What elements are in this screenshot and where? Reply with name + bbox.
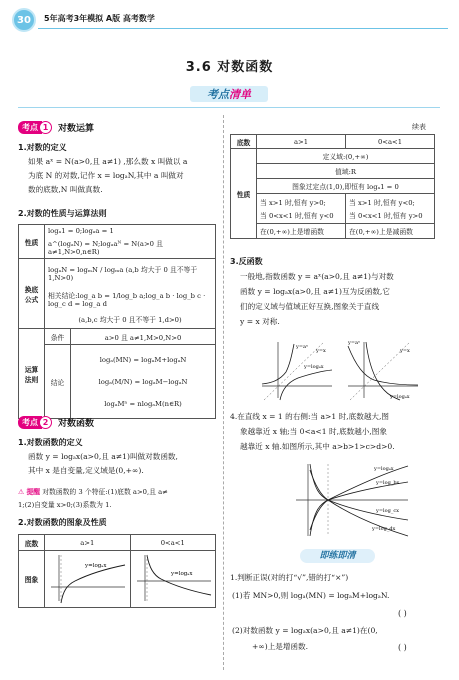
row-label-change-of-base: 换底公式: [19, 259, 45, 329]
paragraph-line: 如果 aˣ = N(a>0,且 a≠1) ,那么数 x 叫做以 a: [28, 157, 188, 166]
page-header: [0, 0, 459, 36]
condition-label: 条件: [45, 329, 71, 345]
practice-banner: 即练即清: [300, 549, 375, 563]
answer-paren[interactable]: ( ): [398, 609, 407, 618]
continued-label: 续表: [412, 123, 426, 131]
paragraph-line: 象越靠近 x 轴;当 0<a<1 时,底数越小,图象: [240, 427, 387, 436]
conclusion-label: 结论: [45, 345, 71, 419]
graph-label: y=logₐx: [170, 571, 193, 577]
sign-cell-a: [257, 194, 346, 224]
graph-label: y=log_dx: [372, 526, 396, 532]
answer-paren[interactable]: ( ): [398, 643, 407, 652]
banner-text-a: 考点: [207, 88, 229, 101]
change-of-base-conclusion: 相关结论:log_a b = 1/log_b a;log_a b · log_b c · log_c d = log_a d: [48, 291, 206, 308]
log-graph-decreasing: [131, 551, 215, 605]
book-title: 5年高考3年模拟 A版 高考数学: [44, 14, 155, 23]
domain-cell: 定义域:(0,+∞): [257, 149, 435, 164]
graph-label: y=log_bx: [376, 480, 400, 486]
section-title: 3.6 对数函数: [185, 60, 274, 75]
kaodian-banner: [190, 86, 268, 102]
paragraph-line: 函数 y = logₐx(a>0,且 a≠1)叫做对数函数,: [28, 452, 178, 461]
question-2: (2)对数函数 y = logₐx(a>0,且 a≠1)在(0,: [232, 626, 378, 635]
kaodian-number: 2: [39, 416, 52, 429]
heading-log-definition: 1.对数的定义: [18, 143, 67, 152]
paragraph-line: 为底 N 的对数,记作 x = logₐN,其中 a 叫做对: [28, 171, 184, 180]
kaodian-2-header: [18, 416, 94, 429]
graph-label: y=x: [316, 348, 326, 354]
kaodian-title: 对数运算: [58, 124, 95, 134]
graph-label: y=logₐx: [374, 466, 394, 472]
graph-label: y=logₐx: [390, 394, 410, 400]
column-divider: [223, 115, 224, 670]
log-properties-table: [18, 224, 216, 419]
paragraph-line: 其中 x 是自变量,定义域是(0,+∞).: [28, 466, 144, 475]
row-label-properties: 性质: [231, 149, 257, 239]
header-a-lt-1: 0<a<1: [346, 135, 435, 149]
header-base: 底数: [231, 135, 257, 149]
warning-icon-label: ⚠ 提醒: [18, 488, 41, 496]
kaodian-tag: 考点: [18, 416, 42, 429]
row-label-graph: 图象: [19, 551, 45, 608]
heading-log-properties: 2.对数的性质与运算法则: [18, 209, 107, 218]
graph-label: y=aˣ: [348, 340, 361, 346]
graph-label: y=log_cx: [376, 508, 399, 514]
header-a-gt-1: a>1: [45, 535, 131, 551]
tip-line: [18, 486, 168, 498]
sign-line: 当 0<x<1 时,恒有 y>0: [349, 212, 423, 220]
paragraph-line: y = x 对称.: [240, 317, 280, 326]
sign-line: 当 0<x<1 时,恒有 y<0: [260, 212, 334, 220]
graph-label: y=logₐx: [85, 563, 107, 569]
inverse-graph-decreasing: [344, 338, 422, 402]
header-a-lt-1: 0<a<1: [130, 535, 216, 551]
kaodian-title: 对数函数: [58, 419, 95, 429]
range-cell: 值域:R: [257, 164, 435, 179]
log-graph-increasing: [45, 551, 129, 605]
question-1: (1)若 MN>0,则 logₐ(MN) = logₐM+logₐN.: [232, 591, 390, 600]
row-label-properties: 性质: [19, 225, 45, 259]
paragraph-line: 数的底数,N 叫做真数.: [28, 185, 103, 194]
change-of-base-cell: [45, 259, 216, 329]
graph-label: y=aˣ: [296, 344, 309, 350]
conclusion-cell: [71, 345, 216, 419]
kaodian-number: 1: [39, 121, 52, 134]
base-comparison-graph: [292, 460, 412, 540]
heading-log-function-definition: 1.对数函数的定义: [18, 438, 83, 447]
header-base: 底数: [19, 535, 45, 551]
tip-text: 对数函数的 3 个特征:(1)底数 a>0,且 a≠: [42, 488, 168, 496]
properties-cell: [45, 225, 216, 259]
paragraph-line: 越靠近 x 轴.如图所示,其中 a>b>1>c>d>0.: [240, 442, 395, 451]
sign-line: 当 x>1 时,恒有 y>0;: [260, 199, 326, 207]
paragraph-line: 函数 y = logₐx(a>0,且 a≠1)互为反函数,它: [240, 287, 390, 296]
change-of-base-formula: logₐN = logₘN / logₘa (a,b 均大于 0 且不等于 1,N>0): [48, 265, 198, 282]
kaodian-1-header: [18, 121, 94, 134]
paragraph-line: 们的定义域与值域正好互换,图象关于直线: [240, 302, 380, 311]
paragraph-line: 4.在直线 x = 1 的右侧:当 a>1 时,底数越大,图: [230, 412, 390, 421]
monotonic-cell-a: 在(0,+∞)上是增函数: [257, 224, 346, 239]
change-of-base-condition: (a,b,c 均大于 0 且不等于 1,d>0): [78, 315, 182, 324]
properties-line: a^(logₐN) = N;logₐaᴺ = N(a>0 且 a≠1,N>0,n∈R): [48, 240, 163, 256]
header-a-gt-1: a>1: [257, 135, 346, 149]
graph-cell-decreasing: [130, 551, 216, 608]
sign-cell-b: [346, 194, 435, 224]
condition-value: a>0 且 a≠1,M>0,N>0: [71, 329, 216, 345]
properties-table-continued: [230, 134, 435, 239]
graph-label: y=logₐx: [304, 364, 324, 370]
question-title: 1.判断正误(对的打“√”,错的打“×”): [230, 573, 349, 582]
graph-label: y=x: [400, 348, 410, 354]
banner-text-b: 清单: [229, 88, 251, 101]
header-rule: [38, 28, 448, 29]
page-number-badge: 30: [12, 8, 36, 32]
paragraph-line: 一般地,指数函数 y = aˣ(a>0,且 a≠1)与对数: [240, 272, 394, 281]
rule-formula: logₐ(MN) = logₐM+logₐN: [99, 355, 187, 364]
properties-line: logₐ1 = 0;logₐa = 1: [48, 227, 114, 235]
banner-rule: [18, 107, 440, 108]
monotonic-cell-b: 在(0,+∞)上是减函数: [346, 224, 435, 239]
tip-text: 1;(2)自变量 x>0;(3)系数为 1.: [18, 501, 112, 509]
rule-formula: logₐMⁿ = nlogₐM(n∈R): [104, 399, 182, 408]
heading-graph-properties: 2.对数函数的图象及性质: [18, 518, 107, 527]
sign-line: 当 x>1 时,恒有 y<0;: [349, 199, 415, 207]
row-label-rules: 运算法则: [19, 329, 45, 419]
kaodian-tag: 考点: [18, 121, 42, 134]
graph-table: [18, 534, 216, 608]
heading-inverse-function: 3.反函数: [230, 257, 263, 266]
rule-formula: logₐ(M/N) = logₐM−logₐN: [98, 377, 188, 386]
graph-cell-increasing: [45, 551, 131, 608]
fixed-point-cell: 图象过定点(1,0),即恒有 logₐ1 = 0: [257, 179, 435, 194]
inverse-graph-increasing: [258, 338, 336, 402]
question-2-cont: +∞)上是增函数.: [252, 642, 309, 651]
